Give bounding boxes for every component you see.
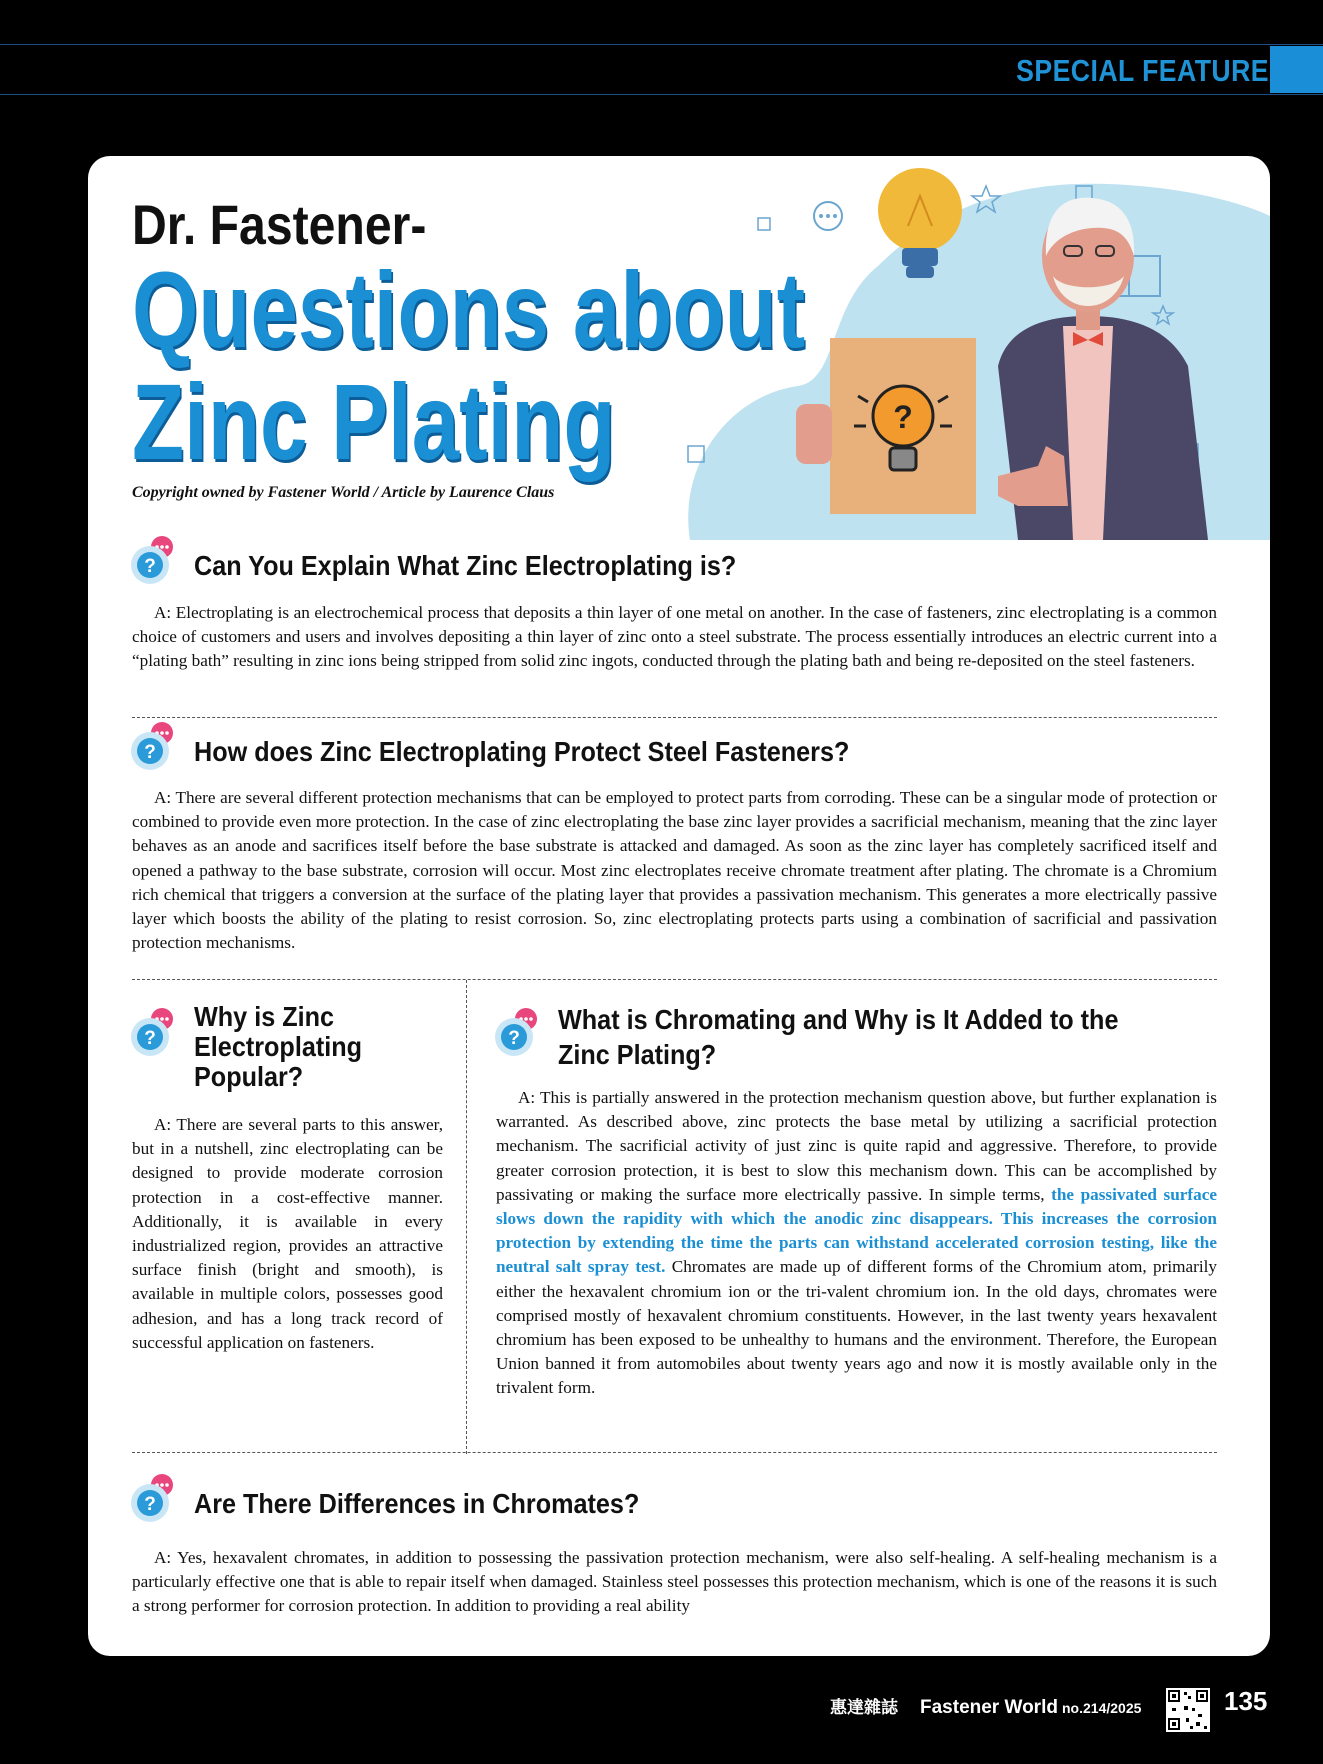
- question-4-title: [558, 1002, 1118, 1072]
- question-bubble-icon: [492, 1006, 544, 1058]
- section-divider: [132, 717, 1217, 718]
- svg-text:?: ?: [144, 742, 156, 763]
- answer-3: A: There are several parts to this answer, but in a nutshell, zinc electroplating can be designed to provide moderate corrosion protection in a cost-effective manner. Additionally, it is available in every industrialized region, provides an attractive surface finish (bright and smooth), is available in multiple colors, possesses good adhesion, and has a long track record of successful application on fasteners.: [132, 1115, 443, 1352]
- footer-magazine-en: Fastener World: [920, 1697, 1058, 1718]
- question-bubble-icon: [128, 534, 180, 586]
- answer-2: A: There are several different protection mechanisms that can be employed to protect parts from corroding. These can be a singular mode of protection or combined to provide even more protection. In the case of zinc electroplating the base zinc layer provides a sacrificial mechanism, meaning that the zinc layer behaves as an anode and sacrifices itself before the base substrate is attacked and damaged. As soon as the zinc layer has completely sacrificed itself and opened a pathway to the base substrate, corrosion will occur. Most zinc electroplates receive chromate treatment after plating. The chromate is a Chromium rich chemical that triggers a conversion at the surface of the plating layer that provides a passivation mechanism. This generates a more electrically passive layer which boosts the ability of the plating to resist corrosion. So, zinc electroplating protects parts using a combination of sacrificial and passivation protection mechanisms.: [132, 788, 1217, 953]
- section-accent-bar: [1270, 46, 1323, 93]
- footer-magazine-cn: 惠達雜誌: [830, 1698, 898, 1718]
- headline-line-1: Questions about: [132, 249, 806, 370]
- question-1: [128, 534, 797, 586]
- section-divider: [132, 979, 1217, 980]
- svg-text:?: ?: [893, 399, 913, 435]
- answer-1: A: Electroplating is an electrochemical process that deposits a thin layer of one metal on another. In the case of fasteners, zinc electroplating is a common choice of customers and users and involves depositing a thin layer of zinc onto a steel substrate. The process essentially introduces an electric current into a “plating bath” resulting in zinc ions being stripped from solid zinc ingots, conducted through the plating bath and being re-deposited on the steel fasteners.: [132, 603, 1217, 671]
- question-3-title: [194, 1002, 362, 1092]
- question-4-title-line-2: Zinc Plating?: [558, 1039, 717, 1070]
- answer-4-highlight: the passivated surface slows down the rapidity with which the anodic zinc disappears. This increases the corrosion protection by extending the time the parts can withstand accelerated corrosion testing, like the neutral salt spray test.: [496, 1184, 1217, 1277]
- question-3-title-line-3: Popular?: [194, 1061, 304, 1092]
- question-2: [128, 720, 922, 772]
- column-divider: [466, 980, 467, 1454]
- section-label: SPECIAL FEATURE: [1016, 53, 1269, 88]
- question-bubble-icon: [128, 1472, 180, 1524]
- header-rule-bottom: [0, 94, 1323, 95]
- question-4: [492, 1006, 1181, 1072]
- answer-4-part-1: A: This is partially answered in the protection mechanism question above, but further explanation is warranted. As described above, zinc protects the base metal by utilizing a sacrificial protection mechanism. The sacrificial activity of just zinc is quite rapid and aggressive. Therefore, to provide greater corrosion protection, it is best to slow this mechanism down. This can be accomplished by passivating or making the surface more electrically passive. In simple terms,: [496, 1088, 1217, 1204]
- article-card: [88, 156, 1270, 1656]
- svg-text:?: ?: [508, 1028, 520, 1049]
- question-3-title-line-2: Electroplating: [194, 1031, 363, 1062]
- question-2-title: How does Zinc Electroplating Protect Steel Fasteners?: [194, 736, 850, 767]
- article-kicker: Dr. Fastener-: [132, 193, 427, 256]
- svg-text:?: ?: [144, 1028, 156, 1049]
- question-5: [128, 1472, 689, 1524]
- byline: Copyright owned by Fastener World / Article by Laurence Claus: [132, 484, 555, 501]
- question-5-title: Are There Differences in Chromates?: [194, 1488, 640, 1519]
- section-divider: [132, 1452, 1217, 1453]
- svg-text:?: ?: [144, 556, 156, 577]
- header-rule-top: [0, 44, 1323, 45]
- answer-4: [496, 1086, 1217, 1401]
- question-3: [128, 1001, 381, 1092]
- qr-code-icon: [1166, 1688, 1210, 1732]
- question-bubble-icon: [128, 720, 180, 772]
- answer-4-part-2: Chromates are made up of different forms of the Chromium atom, primarily either the hexavalent chromium ion or the tri-valent chromium ion. In the old days, chromates were comprised mostly of hexavalent chromium constituents. However, in the last twenty years hexavalent chromium has been exposed to be unhealthy to humans and the environment. Therefore, the European Union banned it from automobiles about twenty years ago and now it is mostly available only in the trivalent form.: [496, 1257, 1217, 1398]
- footer-issue: no.214/2025: [1062, 1700, 1142, 1716]
- page-number: 135: [1224, 1686, 1268, 1716]
- professor-illustration: [668, 156, 1270, 540]
- answer-5: A: Yes, hexavalent chromates, in addition to possessing the passivation protection mechanism, were also self-healing. A self-healing mechanism is a particularly effective one that is able to repair itself when damaged. Stainless steel possesses this protection mechanism, which is one of the reasons it is such a strong performer for corrosion protection. In addition to providing a real ability: [132, 1548, 1217, 1616]
- question-4-title-line-1: What is Chromating and Why is It Added to the: [558, 1004, 1119, 1035]
- question-bubble-icon: [128, 1006, 180, 1058]
- svg-text:?: ?: [144, 1494, 156, 1515]
- question-3-title-line-1: Why is Zinc: [194, 1001, 335, 1032]
- question-1-title: Can You Explain What Zinc Electroplating is?: [194, 550, 737, 581]
- headline-line-2: Zinc Plating: [132, 361, 616, 482]
